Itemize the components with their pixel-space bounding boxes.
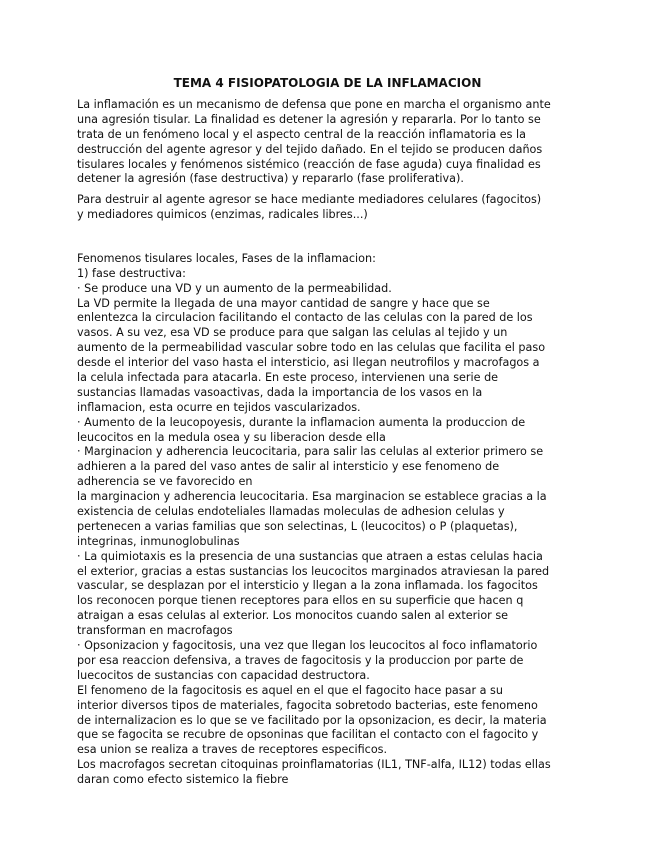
text-line: Los macrofagos secretan citoquinas proinflamatorias (IL1, TNF-alfa, IL12) todas ellas <box>77 758 551 772</box>
text-line: una agresión tisular. La finalidad es detener la agresión y repararla. Por lo tanto se <box>77 112 541 126</box>
text-line: los reconocen porque tienen receptores para ellos en su superficie que hacen q <box>77 594 524 608</box>
text-line: El fenomeno de la fagocitosis es aquel en el que el fagocito hace pasar a su <box>77 683 503 697</box>
text-line: · La quimiotaxis es la presencia de una sustancias que atraen a estas celulas hacia <box>77 549 543 563</box>
text-line: adhieren a la pared del vaso antes de salir al intersticio y ese fenomeno de <box>77 460 500 474</box>
text-line: destrucción del agente agresor y del tejido dañado. En el tejido se producen daños <box>77 142 543 156</box>
text-line: pertenecen a varias familias que son selectinas, L (leucocitos) o P (plaquetas), <box>77 519 518 533</box>
text-line: el exterior, gracias a estas sustancias los leucocitos marginados atraviesan la pared <box>77 564 550 578</box>
text-line: trata de un fenómeno local y el aspecto central de la reacción inflamatoria es la <box>77 127 527 141</box>
text-line: la celula infectada para atacarla. En este proceso, intervienen una serie de <box>77 371 499 385</box>
text-line: vasos. A su vez, esa VD se produce para que salgan las celulas al tejido y un <box>77 326 508 340</box>
text-line: aumento de la permeabilidad vascular sobre todo en las celulas que facilita el paso <box>77 341 546 355</box>
text-line: enlentezca la circulacion facilitando el contacto de las celulas con la pared de los <box>77 311 533 325</box>
text-line: Para destruir al agente agresor se hace mediante mediadores celulares (fagocitos) <box>77 193 542 206</box>
text-line: por esa reaccion defensiva, a traves de fagocitosis y la produccion por parte de <box>77 653 524 667</box>
text-line: existencia de celulas endoteliales llamadas moleculas de adhesion celulas y <box>77 505 505 519</box>
paragraph-phases <box>77 237 587 788</box>
text-line: · Se produce una VD y un aumento de la permeabilidad. <box>77 281 392 295</box>
text-line: · Marginacion y adherencia leucocitaria, para salir las celulas al exterior primero se <box>77 445 544 459</box>
text-line: esa union se realiza a traves de receptores especificos. <box>77 743 388 757</box>
paragraph-intro <box>77 98 587 187</box>
text-line: detener la agresión (fase destructiva) y repararlo (fase proliferativa). <box>77 172 464 186</box>
text-line: adherencia se ve favorecido en <box>77 475 253 489</box>
text-line: tisulares locales y fenómenos sistémico (reacción de fase aguda) cuya finalidad es <box>77 157 541 171</box>
text-line: desde el interior del vaso hasta el intersticio, asi llegan neutrofilos y macrofagos a <box>77 356 540 370</box>
text-line: que se fagocita se recubre de opsoninas que facilitan el contacto con el fagocito y <box>77 728 539 742</box>
text-line: la marginacion y adherencia leucocitaria. Esa marginacion se establece gracias a la <box>77 490 547 504</box>
text-line: vascular, se desplazan por el intersticio y llegan a la zona inflamada. los fagocitos <box>77 579 538 593</box>
text-line: integrinas, inmunoglobulinas <box>77 534 240 548</box>
text-line: La inflamación es un mecanismo de defensa que pone en marcha el organismo ante <box>77 98 551 111</box>
text-line: de internalizacion es lo que se ve facilitado por la opsonizacion, es decir, la materia <box>77 713 547 727</box>
text-line: luecocitos de sustancias con capacidad destructora. <box>77 668 370 682</box>
text-line: sustancias llamadas vasoactivas, dada la importancia de los vasos en la <box>77 385 483 399</box>
text-line: y mediadores quimicos (enzimas, radicales libres...) <box>77 207 368 221</box>
page-title: TEMA 4 FISIOPATOLOGIA DE LA INFLAMACION <box>173 76 482 90</box>
text-line: · Aumento de la leucopoyesis, durante la inflamacion aumenta la produccion de <box>77 415 526 429</box>
text-line: interior diversos tipos de materiales, fagocita sobretodo bacterias, este fenomeno <box>77 698 538 712</box>
text-line: daran como efecto sistemico la fiebre <box>77 773 289 787</box>
text-line: La VD permite la llegada de una mayor cantidad de sangre y hace que se <box>77 296 490 310</box>
text-line: inflamacion, esta ocurre en tejidos vascularizados. <box>77 400 361 414</box>
text-line: · Opsonizacion y fagocitosis, una vez que llegan los leucocitos al foco inflamatorio <box>77 639 538 653</box>
text-line: leucocitos en la medula osea y su liberacion desde ella <box>77 430 386 444</box>
paragraph-mediators <box>77 193 587 223</box>
text-line <box>77 237 587 252</box>
text-line: Fenomenos tisulares locales, Fases de la inflamacion: <box>77 251 376 265</box>
text-line: transforman en macrofagos <box>77 624 233 638</box>
text-line: 1) fase destructiva: <box>77 266 186 280</box>
text-line: atraigan a esas celulas al exterior. Los monocitos cuando salen al exterior se <box>77 609 509 623</box>
